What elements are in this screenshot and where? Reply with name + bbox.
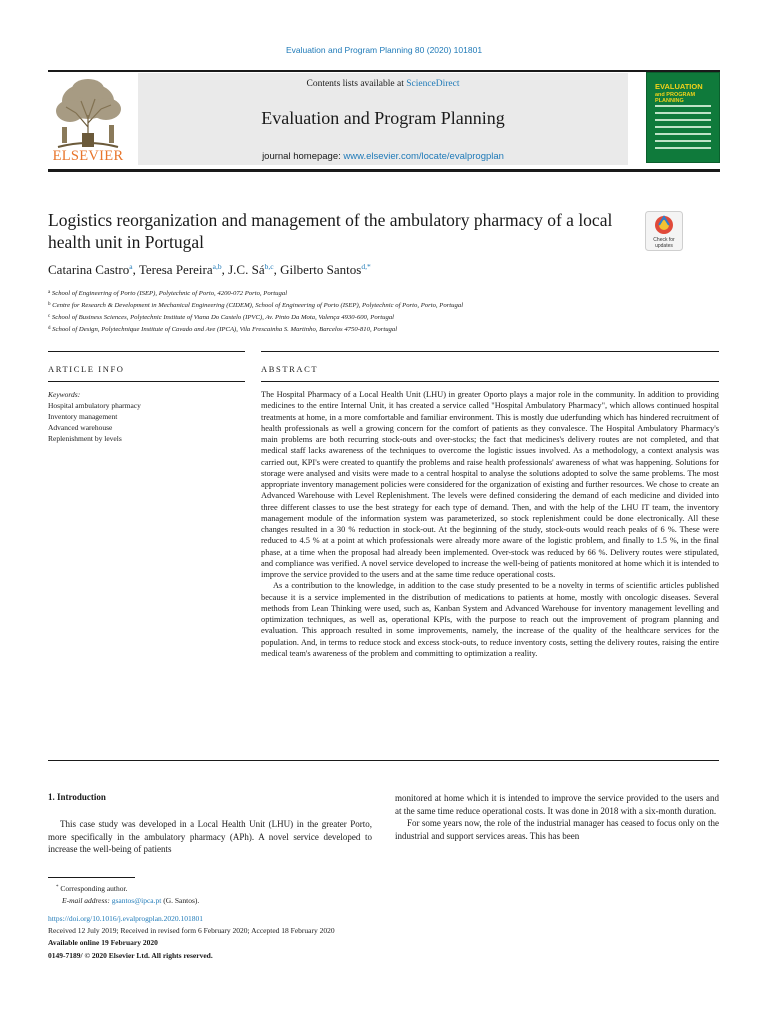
header-bottom-rule [48,169,720,172]
affiliation-item: $^d$ School of Design, Polytechnique Institute of Cavado and Ave (IPCA), Vila Frescainha S. Martinho, Barcelos 4750-810, Portugal [48,326,398,334]
author-list: Catarina Castro$^a$, Teresa Pereira$^{a,b}$, J.C. Sá$^{b,c}$, Gilberto Santos$^{d,*}$ [48,262,371,277]
check-updates-line1: Check for [653,237,675,243]
article-info-top-rule [48,351,245,352]
abstract-mid-rule [261,381,719,382]
keyword-item: Hospital ambulatory pharmacy [48,400,141,410]
journal-reference-link[interactable]: Evaluation and Program Planning 80 (2020) 101801 [285,45,483,55]
abstract-body [261,389,719,659]
author-affil-sup[interactable]: a [129,262,133,271]
affiliation-item: $^a$ School of Engineering of Porto (ISEP), Polytechnic of Porto, 4200-072 Porto, Portugal [48,290,288,297]
homepage-prefix: journal homepage: [262,151,344,162]
journal-homepage-line [138,151,628,162]
abstract-heading: ABSTRACT [261,364,319,374]
check-for-updates-icon[interactable] [645,211,683,251]
email-link[interactable]: gsantos@ipca.pt [111,896,162,905]
abstract-paragraph: As a contribution to the knowledge, in addition to the case study presented to be a novelty in terms of scientific articles published because it is a service implemented in the distribution of medications to patients at home, mostly with oncologic diseases. Several methods from Lean Thinking were used, such as, Kanban System and Advanced Warehouse for inventory management levelling and optimization techniques, as well as, operational KPIs, with the purpose to reach out the improvement of program planning and evaluation. This approach resulted in some improvements, namely, the increase of the quality of the healthcare services for the population. And, in terms to reduce stock and excess stock-outs, to reduce inventory costs, setting the delivery routes, raising the entire medical team's awareness of the problem and committing to optimization a reality. [261,581,719,658]
body-paragraph: monitored at home which it is intended to improve the service provided to the users and at the same time reduce operational costs. It was done in 2018 with a six-month duration. [395,793,719,816]
abstract-top-rule [261,351,719,352]
cover-title: EVALUATION [655,82,703,91]
author-name[interactable]: Teresa Pereira [138,262,213,277]
homepage-link[interactable]: www.elsevier.com/locate/evalprogplan [343,151,504,162]
author-affil-sup[interactable]: b,c [264,262,274,271]
body-paragraph: For some years now, the role of the industrial manager has ceased to focus only on the industrial and support services areas. This has been [395,818,719,842]
author-name[interactable]: J.C. Sá [228,262,265,277]
keywords-block [48,390,248,445]
contents-line [138,79,628,89]
keyword-item: Replenishment by levels [48,433,122,443]
check-updates-line2: updates [655,243,673,249]
author-affil-sup[interactable]: a,b [212,262,222,271]
journal-cover-thumbnail[interactable] [646,72,720,163]
body-right-column [395,792,719,843]
elsevier-wordmark: ELSEVIER [52,148,124,164]
keyword-item: Advanced warehouse [48,422,113,432]
copyright-line: 0149-7189/ © 2020 Elsevier Ltd. All rights reserved. [48,950,213,960]
journal-title: Evaluation and Program Planning [261,108,505,128]
section-heading-introduction: 1. Introduction [48,792,106,802]
footnote-rule [48,877,135,878]
article-meta [48,913,548,962]
contents-prefix: Contents lists available at [306,79,407,89]
article-title: Logistics reorganization and management of the ambulatory pharmacy of a local health unit in Portugal [48,210,613,252]
available-online: Available online 19 February 2020 [48,938,158,948]
email-line: E-mail address: gsantos@ipca.pt (G. Santos). [62,896,200,905]
header-top-rule [48,70,720,72]
sciencedirect-link[interactable]: ScienceDirect [406,79,460,89]
footnote [48,882,448,907]
author-affil-sup[interactable]: d,* [361,262,371,271]
doi-link[interactable]: https://doi.org/10.1016/j.evalprogplan.2020.101801 [48,914,204,923]
article-info-mid-rule [48,381,245,382]
affiliation-item: $^c$ School of Business Sciences, Polytechnic Institute of Viana Do Castelo (IPVC), Av. Pinto Da Mota, Valença 4930-600, Portugal [48,314,395,322]
keyword-item: Inventory management [48,411,118,421]
abstract-paragraph: The Hospital Pharmacy of a Local Health Unit (LHU) in greater Oporto plays a major role in the community. In addition to providing medicines to the entire Internal Unit, it has created a service called "Hospital Ambulatory Pharmacy", which allows continued hospital treatments at home, in a more comfortable and familiar environment. This is mostly due uderfunding which has hindered recruitment of health professionals as well a growing concern for the comfort of patients as they convalesce. The Hospital Ambulatory Pharmacy's main problems are both recurring stock-outs and over-stocks; the fact that medicines's delivery routes are not completed, and that medical staff lacks awareness of the techniques to overcome the logistic issues involved. As a methodology, a context analysis was carried out, KPI's were created to quantify the problems and raise health professionals' awareness of what was happening. Solutions for storage were analysed and visits were made to a central hospital to analyse the solutions adopted to solve the same problems. The most appropriate inventory management policies were considered for the organization of existing and further resources. We chose to create an Advanced Warehouse with Level Replenishment. The levels were defined considering the demand of each medicine and divided into three different classes to use the best strategy for each type of demand. Then, and with the help of the LHU IT team, the inventory management module of the information system was parameterized, so stock replenishment could be done electronically. All these changes resulted in a 30 % reduction in stock-out. At the beginning of the study, stock-outs would reach peaks of 6 %. These were reduced to 4.5 % at a point at which professionals were already more aware of the logistic problem, and finally to 1.5 %, in the final phase, at a time when the proposal had already been implemented. Over-stock was reduced by 66 %. Delivery routes were stipulated, and compliance was verified. A novel service developed to increase the well-being of patients monitored at home which it is intended to improve the service provided to the users and at the same time reduce operational costs. [261,390,719,579]
corresponding-author-note: * Corresponding author. [56,884,128,893]
cover-decoration [655,105,711,154]
cover-subtitle: and PROGRAM PLANNING [655,92,696,104]
abstract-bottom-rule [48,760,719,761]
affiliations [48,287,718,335]
body-left-column: This case study was developed in a Local Health Unit (LHU) in the greater Porto, more specifically in the ambulatory pharmacy (APh). A novel service developed to increase the well-being of patients [48,819,372,855]
keywords-label: Keywords: [48,390,81,399]
received-dates: Received 12 July 2019; Received in revised form 6 February 2020; Accepted 18 February 2020 [48,926,335,936]
affiliation-item: $^b$ Centre for Research & Development in Mechanical Engineering (CIDEM), School of Engineering of Porto (ISEP), Polytechnic of Porto, Porto, Portugal [48,302,464,310]
author-name[interactable]: Gilberto Santos [280,262,362,277]
author-name[interactable]: Catarina Castro [48,262,130,277]
article-info-heading: ARTICLE INFO [48,364,125,374]
